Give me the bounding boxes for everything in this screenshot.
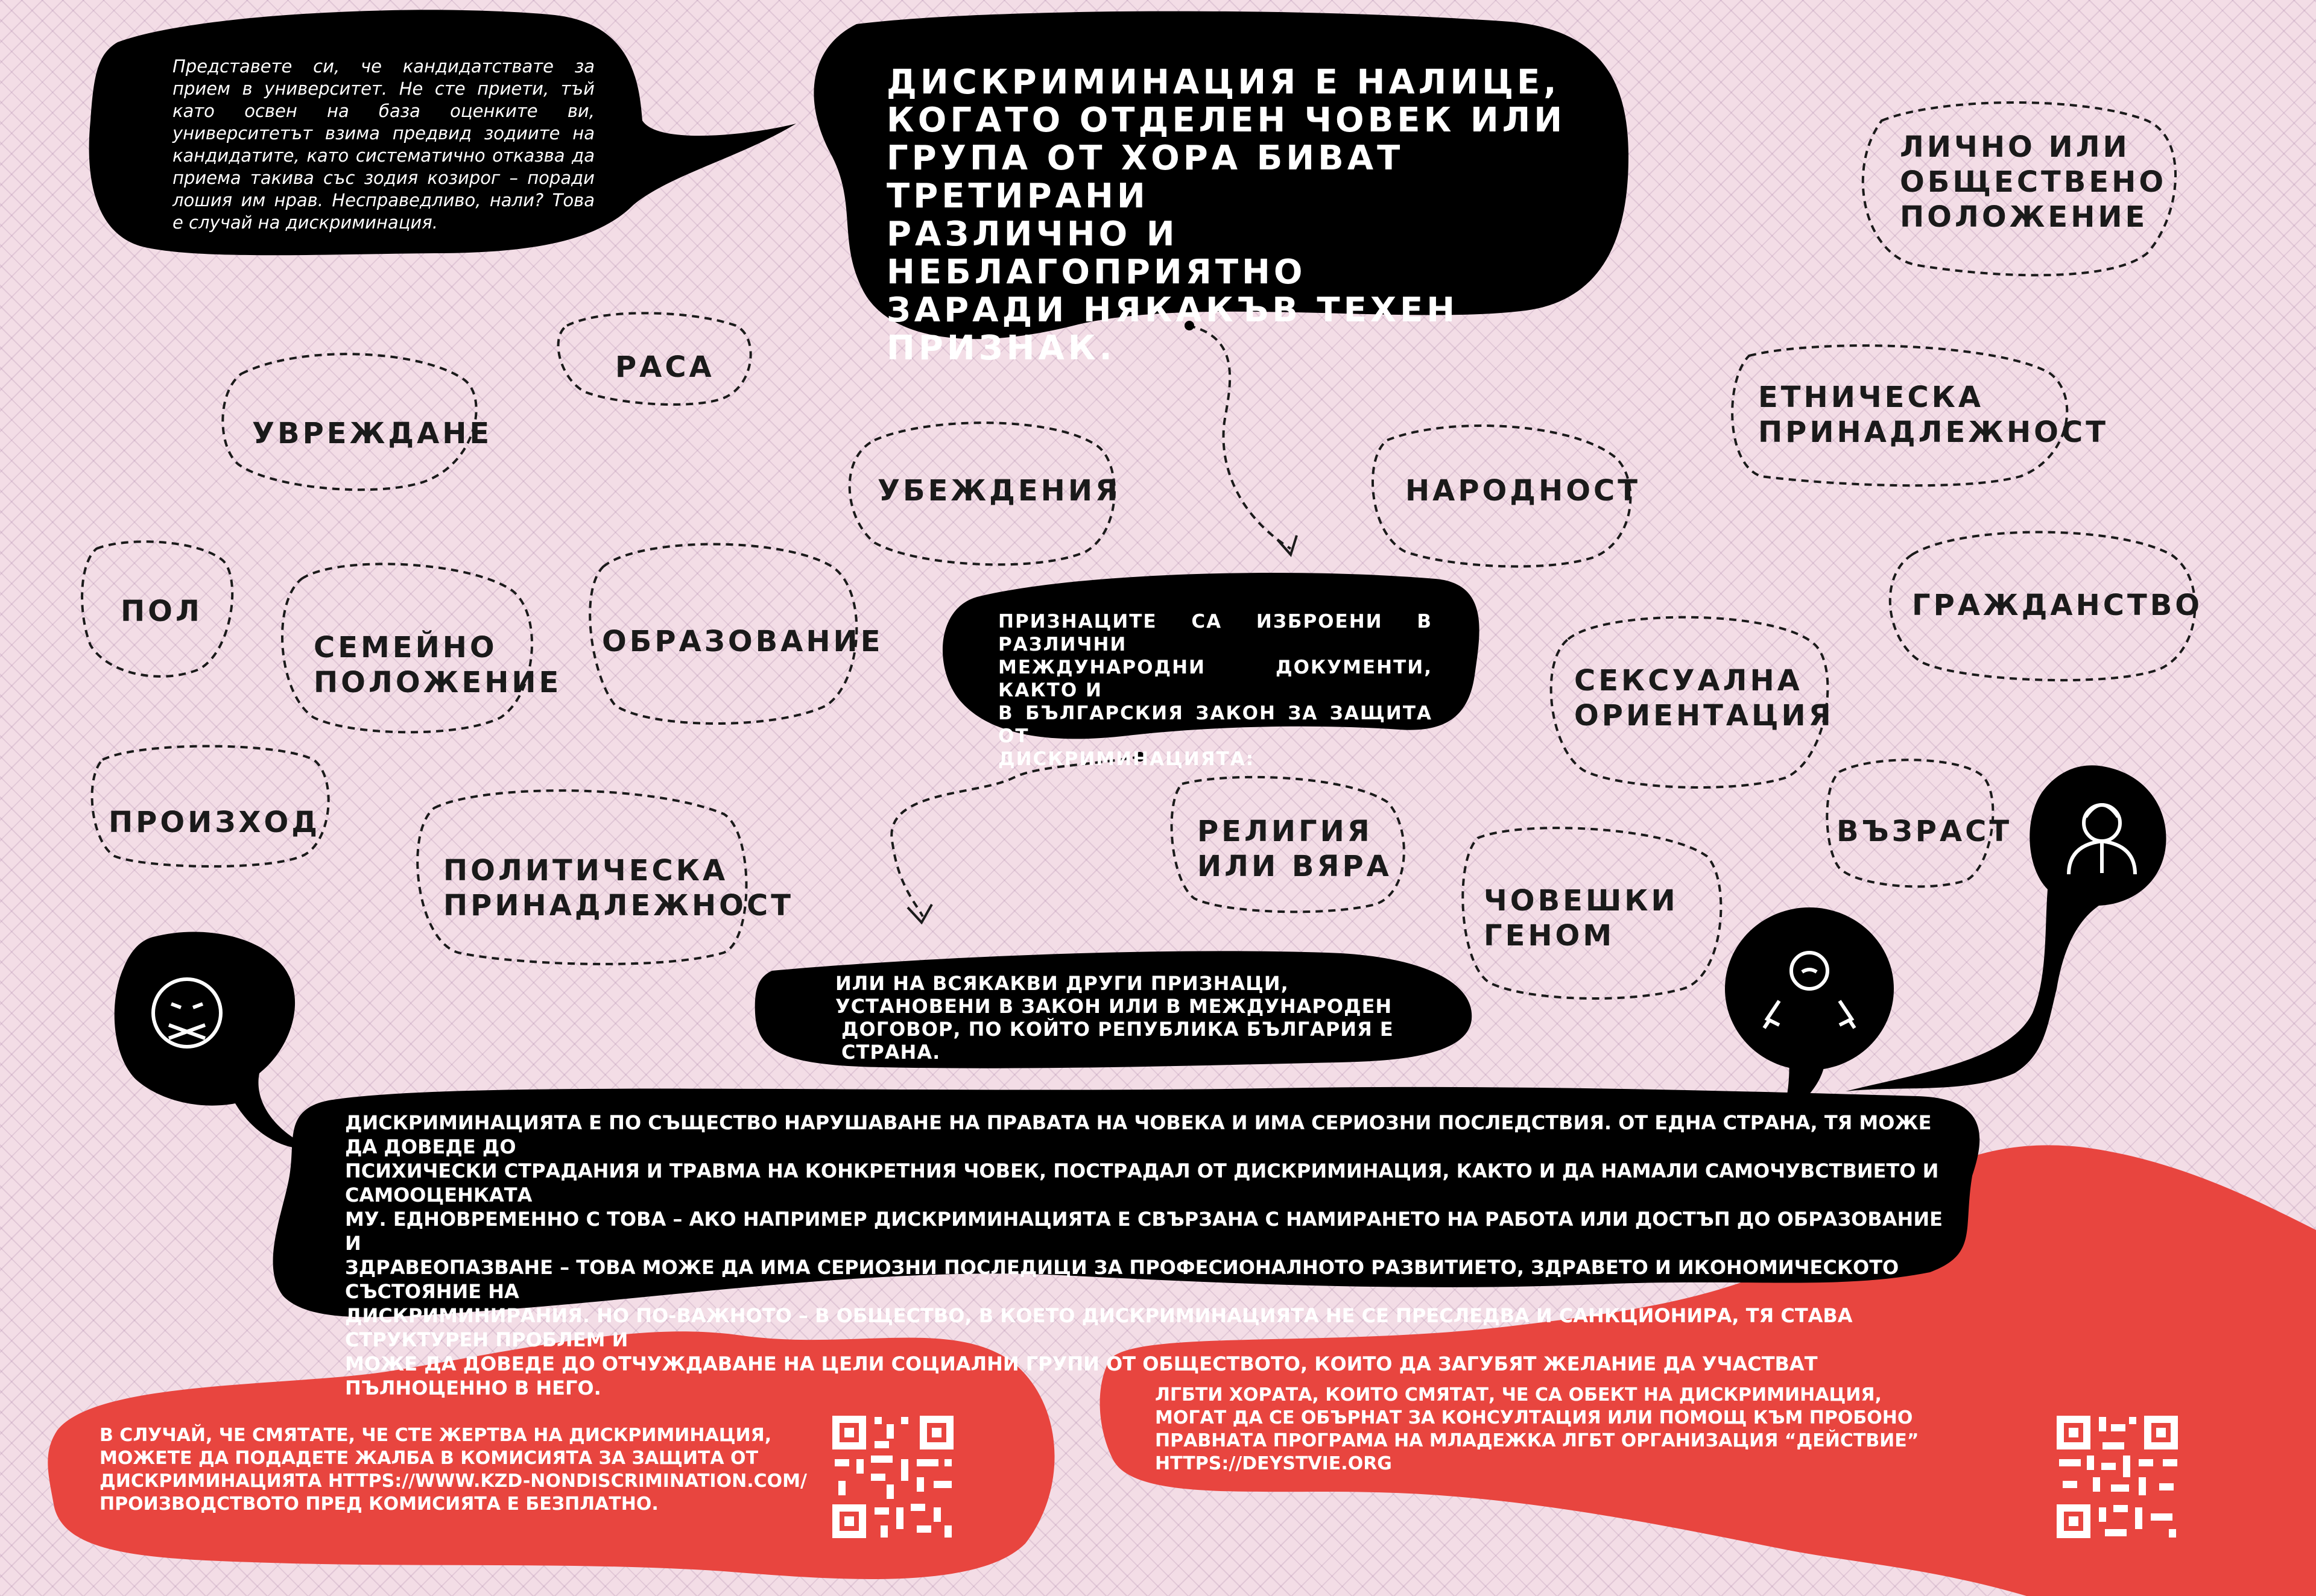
arrowhead-1 [1277,535,1297,555]
complaint-line: В СЛУЧАЙ, ЧЕ СМЯТАТЕ, ЧЕ СТЕ ЖЕРТВА НА ДИСКРИМИНАЦИЯ, [100,1425,772,1446]
complaint-text [100,1424,823,1516]
note-line: ДИСКРИМИНАЦИЯТА: [998,748,1255,770]
ground-line: ЕТНИЧЕСКА [1758,380,1984,414]
grounds-note [998,610,1432,771]
ground-line: ИЛИ ВЯРА [1197,850,1392,883]
ground-race: РАСА [615,350,715,384]
headline-line: КОГАТО ОТДЕЛЕН ЧОВЕК ИЛИ [887,101,1566,140]
ground-citizenship: ГРАЖДАНСТВО [1912,588,2203,622]
consequences-line: ДИСКРИМИНИРАНИЯ. НО ПО-ВАЖНОТО – В ОБЩЕСТВО, В КОЕТО ДИСКРИМИНАЦИЯТА НЕ СЕ ПРЕСЛЕДВА И САНКЦИОНИРА, ТЯ СТАВА СТРУКТУРЕН ПРОБЛЕМ И [345,1304,1853,1351]
arrow-note-to-other [891,757,1140,916]
other-grounds [835,972,1438,1064]
lgbti-line: МОГАТ ДА СЕ ОБЪРНАТ ЗА КОНСУЛТАЦИЯ ИЛИ ПОМОЩ КЪМ ПРОБОНО [1155,1407,1913,1428]
intro-text: Представете си, че кандидатствате за прием в университет. Не сте приети, тъй като освен на база оценките ви, университетът взима предвид зодиите на кандидатите, като систематично отказва да приема такива със зодия козирог – поради лошия им нрав. Несправедливо, нали? Това е случай на дискриминация. [172,56,595,233]
note-line: МЕЖДУНАРОДНИ ДОКУМЕНТИ, КАКТО И [998,657,1432,701]
ground-line: ЧОВЕШКИ [1484,884,1678,918]
ground-disability: УВРЕЖДАНЕ [252,417,493,450]
ground-line: СЕМЕЙНО [314,631,498,664]
ground-line: ОРИЕНТАЦИЯ [1574,699,1834,733]
ground-sex: ПОЛ [121,595,203,628]
headline [887,63,1610,367]
lgbti-line: ЛГБТИ ХОРАТА, КОИТО СМЯТАТ, ЧЕ СА ОБЕКТ НА ДИСКРИМИНАЦИЯ, [1155,1384,1882,1405]
ground-line: РЕЛИГИЯ [1197,815,1373,848]
complaint-line: МОЖЕТЕ ДА ПОДАДЕТЕ ЖАЛБА В КОМИСИЯТА ЗА ЗАЩИТА ОТ [100,1448,759,1469]
headline-line: ДИСКРИМИНАЦИЯ Е НАЛИЦЕ, [887,63,1560,102]
ground-origin: ПРОИЗХОД [109,806,320,839]
other-line: ДОГОВОР, ПО КОЙТО РЕПУБЛИКА БЪЛГАРИЯ Е СТРАНА. [841,1018,1394,1064]
lgbti-line: ПРАВНАТА ПРОГРАМА НА МЛАДЕЖКА ЛГБТ ОРГАНИЗАЦИЯ “ДЕЙСТВИЕ” [1155,1430,1919,1451]
ground-personal-status [1900,130,2167,235]
headline-line: РАЗЛИЧНО И НЕБЛАГОПРИЯТНО [887,215,1306,292]
lgbti-link[interactable]: HTTPS://DEYSTVIE.ORG [1155,1453,1392,1474]
other-line: ИЛИ НА ВСЯКАКВИ ДРУГИ ПРИЗНАЦИ, [835,972,1289,995]
consequences-line: МУ. ЕДНОВРЕМЕННО С ТОВА – АКО НАПРИМЕР ДИСКРИМИНАЦИЯТА Е СВЪРЗАНА С НАМИРАНЕТО НА РАБОТА ИЛИ ДОСТЪП ДО ОБРАЗОВАНИЕ И [345,1208,1943,1255]
ground-line: ПОЛОЖЕНИЕ [314,666,562,699]
qr-code-icon [829,1414,956,1541]
note-line: ПРИЗНАЦИТЕ СА ИЗБРОЕНИ В РАЗЛИЧНИ [998,611,1432,655]
ground-human-genome [1484,883,1689,953]
ground-religion [1197,814,1402,884]
ground-line: ГЕНОМ [1484,919,1615,953]
headline-line: ЗАРАДИ НЯКАКЪВ ТЕХЕН ПРИЗНАК. [887,291,1459,368]
ground-line: ПРИНАДЛЕЖНОСТ [443,889,794,923]
ground-age: ВЪЗРАСТ [1837,815,2013,848]
ground-line: ПОЛОЖЕНИЕ [1900,200,2148,234]
ground-line: СЕКСУАЛНА [1574,664,1803,698]
ground-ethnicity [1758,380,2109,450]
lgbti-text [1155,1384,1939,1475]
consequences-line: ПСИХИЧЕСКИ СТРАДАНИЯ И ТРАВМА НА КОНКРЕТНИЯ ЧОВЕК, ПОСТРАДАЛ ОТ ДИСКРИМИНАЦИЯ, КАКТО И ДА НАМАЛИ САМОЧУВСТВИЕТО И САМООЦЕНКАТА [345,1159,1939,1206]
complaint-line: ПРОИЗВОДСТВОТО ПРЕД КОМИСИЯТА Е БЕЗПЛАТНО. [100,1493,659,1515]
ground-line: ПРИНАДЛЕЖНОСТ [1758,415,2109,449]
ground-line: ЛИЧНО ИЛИ [1900,130,2130,164]
headline-line: ГРУПА ОТ ХОРА БИВАТ ТРЕТИРАНИ [887,139,1404,216]
consequences-text [345,1111,1961,1400]
ground-line: ПОЛИТИЧЕСКА [443,854,729,888]
consequences-line: ДИСКРИМИНАЦИЯТА Е ПО СЪЩЕСТВО НАРУШАВАНЕ НА ПРАВАТА НА ЧОВЕКА И ИМА СЕРИОЗНИ ПОСЛЕДСТВИЯ. ОТ ЕДНА СТРАНА, ТЯ МОЖЕ ДА ДОВЕДЕ ДО [345,1111,1932,1158]
other-line: УСТАНОВЕНИ В ЗАКОН ИЛИ В МЕЖДУНАРОДЕН [835,995,1393,1018]
ground-beliefs: УБЕЖДЕНИЯ [878,474,1121,508]
ground-nationality: НАРОДНОСТ [1405,474,1640,508]
complaint-link[interactable]: ДИСКРИМИНАЦИЯТА HTTPS://WWW.KZD-NONDISCRIMINATION.COM/ [100,1471,807,1492]
note-line: В БЪЛГАРСКИЯ ЗАКОН ЗА ЗАЩИТА ОТ [998,702,1432,747]
ground-political-affiliation [443,853,794,923]
consequences-line: МОЖЕ ДА ДОВЕДЕ ДО ОТЧУЖДАВАНЕ НА ЦЕЛИ СОЦИАЛНИ ГРУПИ ОТ ОБЩЕСТВОТО, КОИТО ДА ЗАГУБЯТ ЖЕЛАНИЕ ДА УЧАСТВАТ ПЪЛНОЦЕННО В НЕГО. [345,1352,1818,1399]
ground-education: ОБРАЗОВАНИЕ [602,625,884,658]
ground-sexual-orientation [1574,663,1840,733]
ground-line: ОБЩЕСТВЕНО [1900,165,2167,199]
ground-marital-status [314,630,562,700]
consequences-line: ЗДРАВЕОПАЗВАНЕ – ТОВА МОЖЕ ДА ИМА СЕРИОЗНИ ПОСЛЕДИЦИ ЗА ПРОФЕСИОНАЛНОТО РАЗВИТИЕТО, ЗДРАВЕТО И ИКОНОМИЧЕСКОТО СЪСТОЯНИЕ НА [345,1256,1899,1303]
left-icon-bubble [115,932,314,1149]
